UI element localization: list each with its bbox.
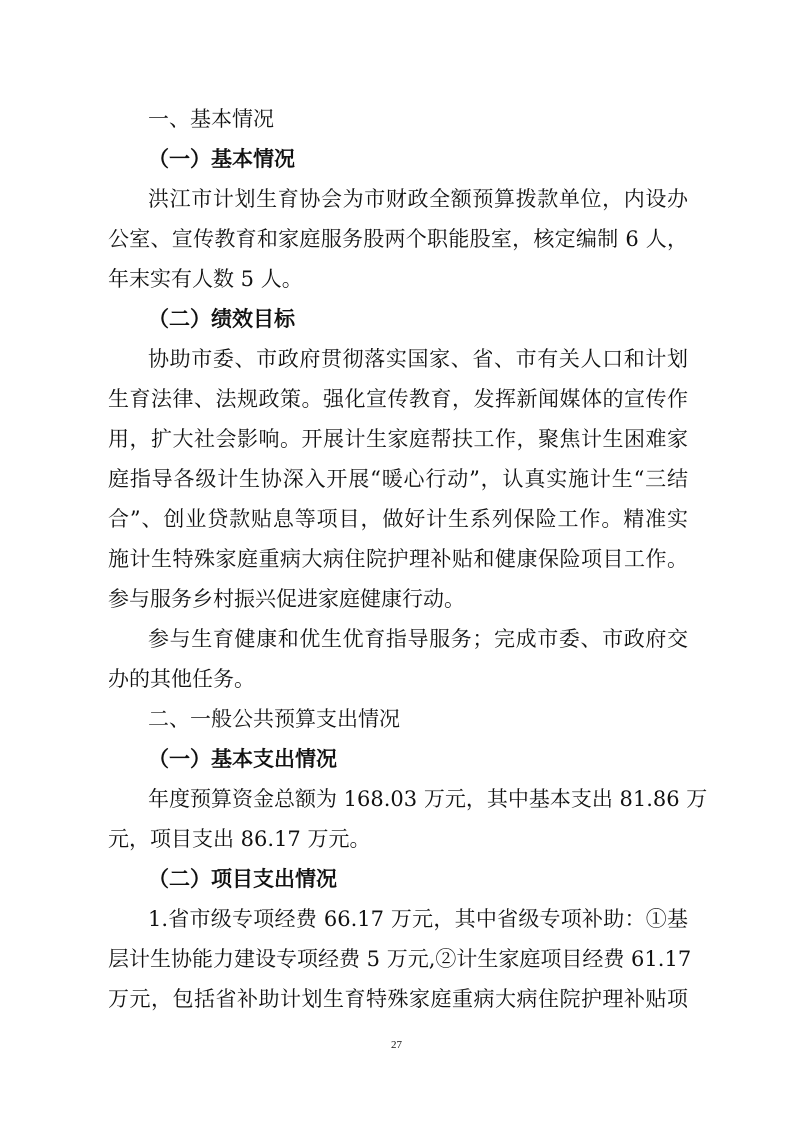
paragraph-line: 庭指导各级计生协深入开展“暖心行动”，认真实施计生“三结: [108, 467, 688, 491]
paragraph-line: 元，项目支出 86.17 万元。: [108, 827, 371, 851]
paragraph-line: 参与生育健康和优生优育指导服务；完成市委、市政府交: [148, 627, 688, 651]
subsection-heading-1-1: （一）基本情况: [148, 146, 295, 171]
paragraph-line: 用，扩大社会影响。开展计生家庭帮扶工作，聚焦计生困难家: [108, 427, 688, 451]
paragraph-line: 办的其他任务。: [108, 667, 255, 691]
paragraph-line: 施计生特殊家庭重病大病住院护理补贴和健康保险项目工作。: [108, 547, 688, 571]
paragraph-line: 合”、创业贷款贴息等项目，做好计生系列保险工作。精准实: [108, 507, 688, 531]
section-heading-1: 一、基本情况: [148, 107, 274, 131]
paragraph-line: 公室、宣传教育和家庭服务股两个职能股室，核定编制 6 人，: [108, 227, 688, 251]
paragraph-line: 年末实有人数 5 人。: [108, 267, 303, 291]
subsection-heading-2-2: （二）项目支出情况: [148, 866, 337, 891]
section-heading-2: 二、一般公共预算支出情况: [148, 707, 400, 731]
paragraph-line: 1.省市级专项经费 66.17 万元，其中省级专项补助：①基: [148, 907, 688, 931]
page-number: 27: [391, 1039, 402, 1051]
subsection-heading-1-2: （二）绩效目标: [148, 306, 295, 331]
paragraph-line: 参与服务乡村振兴促进家庭健康行动。: [108, 587, 465, 611]
paragraph-line: 层计生协能力建设专项经费 5 万元,②计生家庭项目经费 61.17: [108, 947, 692, 971]
paragraph-line: 协助市委、市政府贯彻落实国家、省、市有关人口和计划: [148, 347, 688, 371]
paragraph-line: 生育法律、法规政策。强化宣传教育，发挥新闻媒体的宣传作: [108, 387, 688, 411]
paragraph-line: 年度预算资金总额为 168.03 万元，其中基本支出 81.86 万: [148, 787, 708, 811]
subsection-heading-2-1: （一）基本支出情况: [148, 746, 337, 771]
paragraph-line: 洪江市计划生育协会为市财政全额预算拨款单位，内设办: [148, 187, 688, 211]
paragraph-line: 万元，包括省补助计划生育特殊家庭重病大病住院护理补贴项: [108, 987, 688, 1011]
